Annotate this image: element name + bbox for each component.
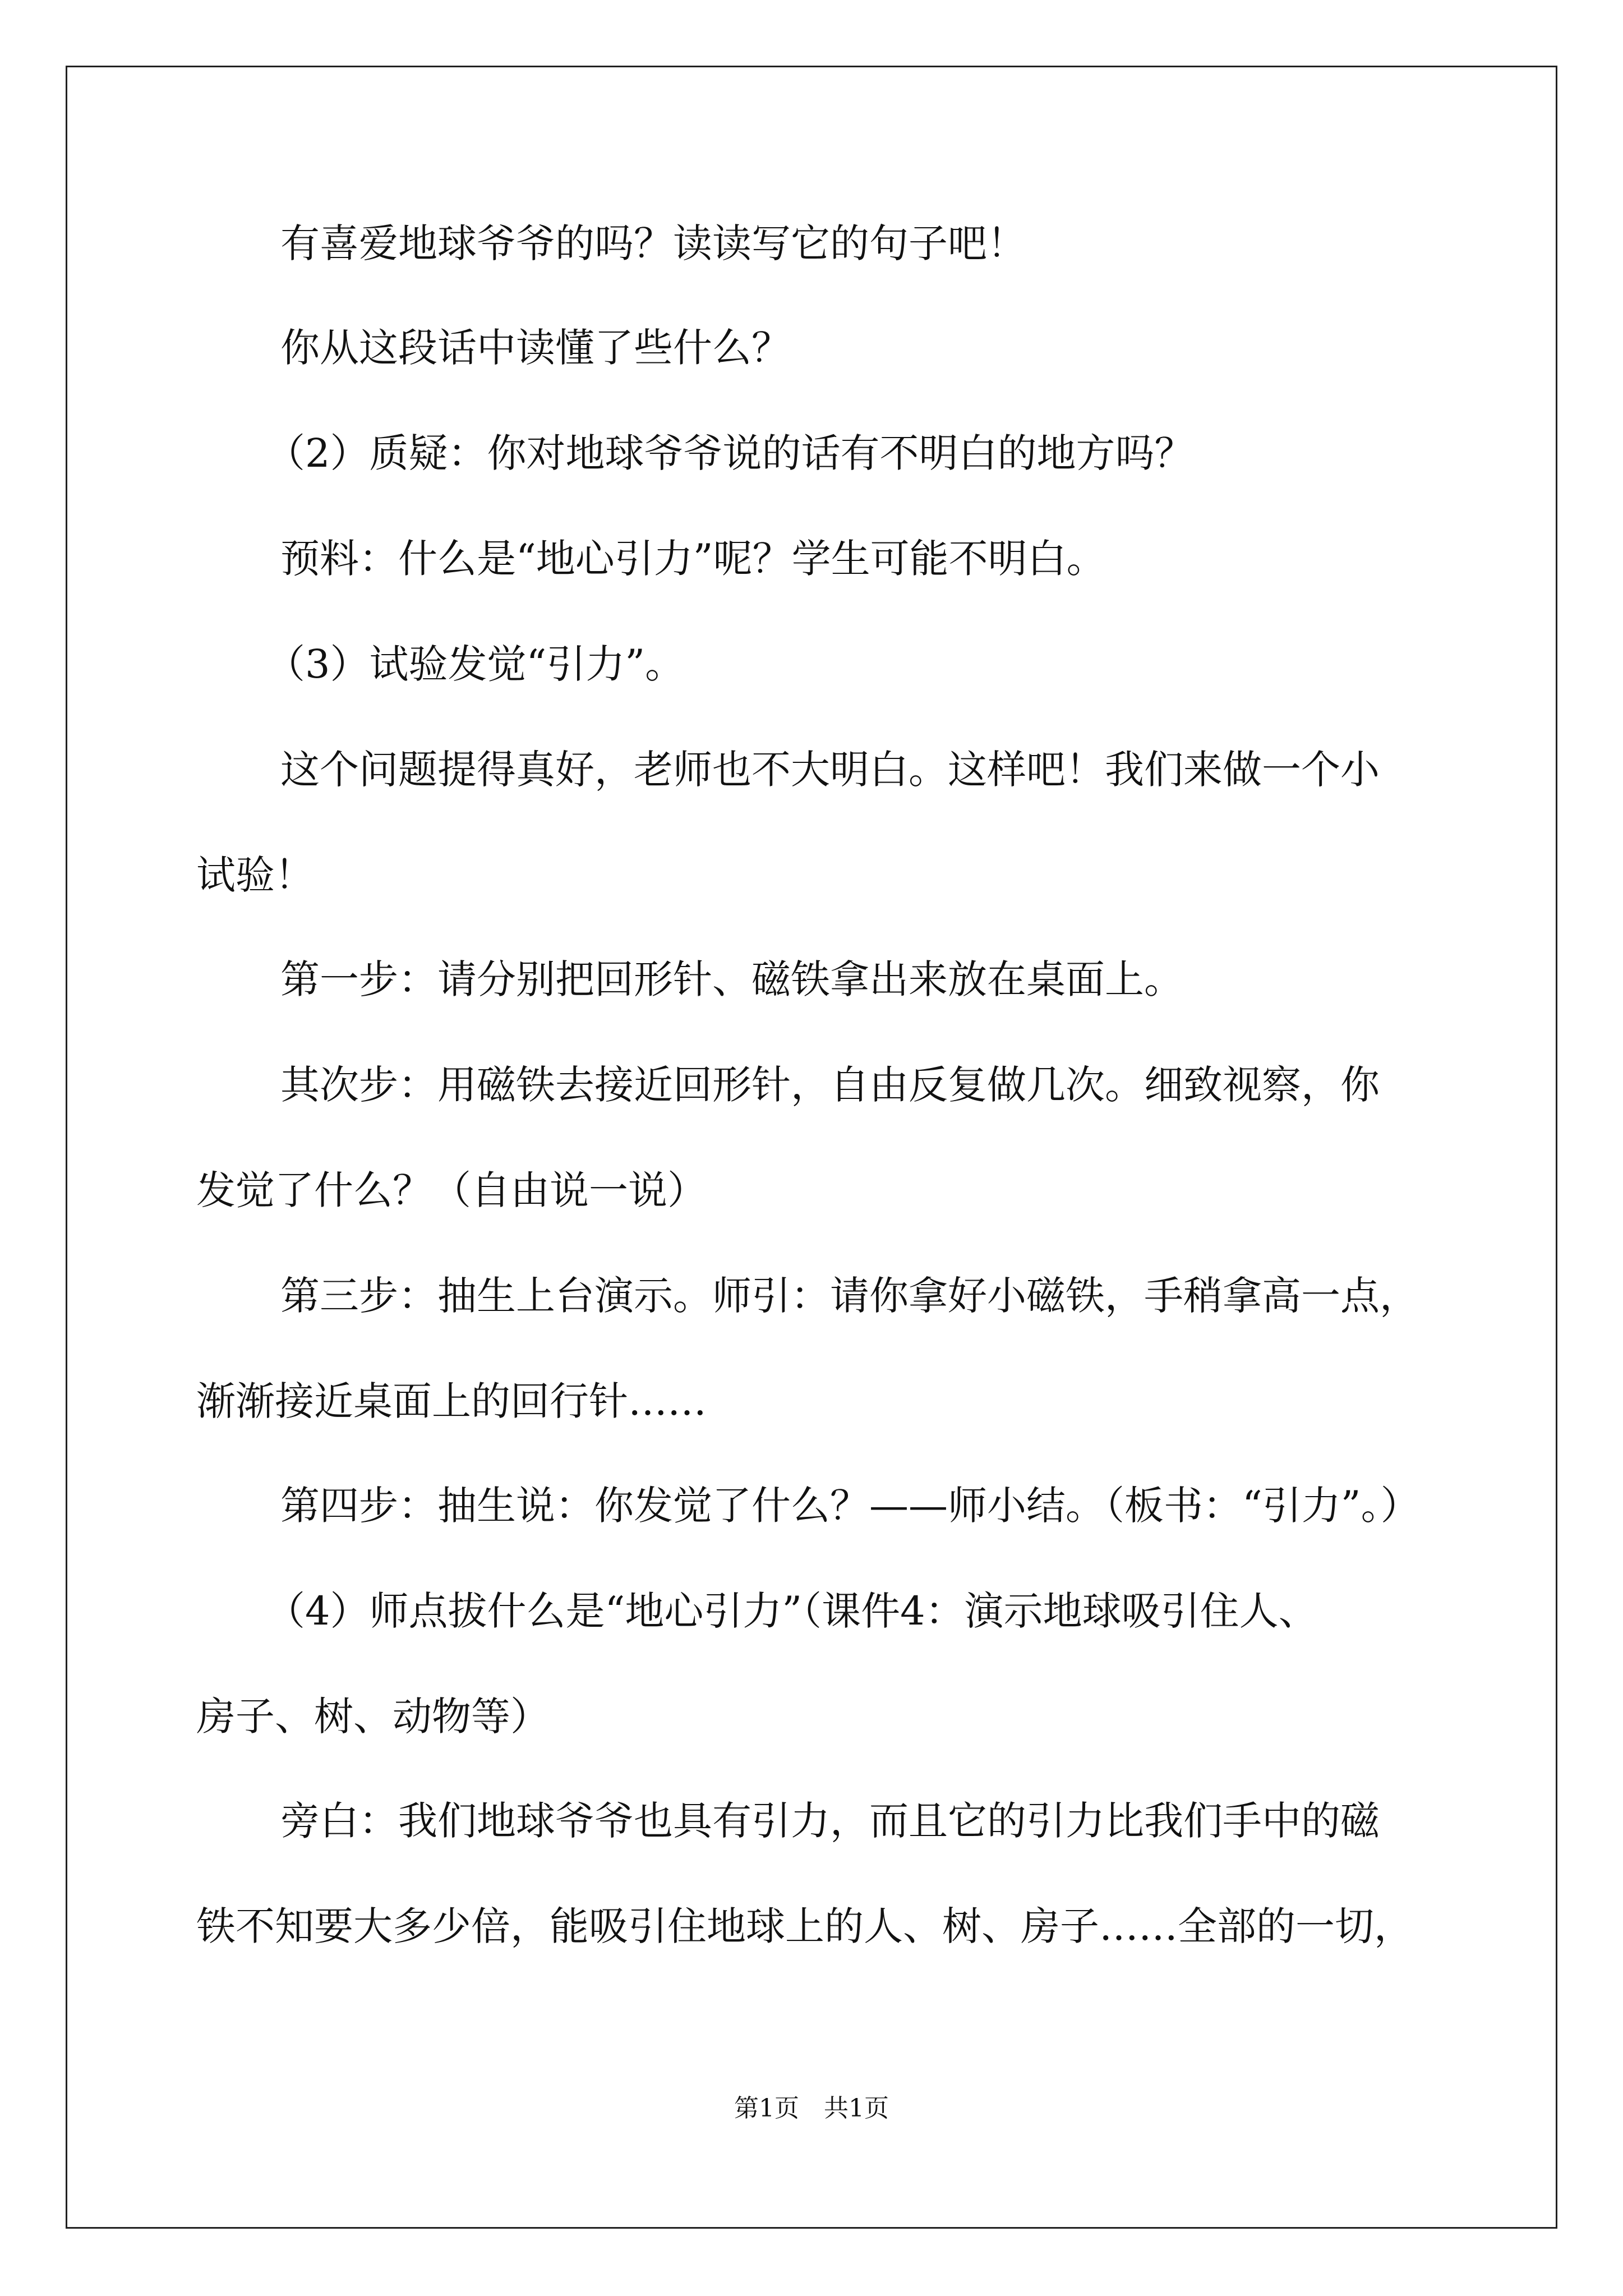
paragraph-line: （4）师点拔什么是“地心引力”（课件4：演示地球吸引住人、 — [266, 1588, 1318, 1634]
paragraph-line: 你从这段话中读懂了些什么？ — [280, 325, 791, 371]
paragraph-line: 渐渐接近桌面上的回行针…… — [196, 1378, 707, 1424]
paragraph-line: 试验！ — [196, 852, 314, 898]
paragraph-line: 第三步：抽生上台演示。师引：请你拿好小磁铁，手稍拿高一点， — [280, 1273, 1419, 1319]
page-footer: 第1页 共1页 — [734, 2094, 889, 2123]
paragraph-line: （3）试验发觉“引力”。 — [266, 641, 685, 687]
paragraph-line: 有喜爱地球爷爷的吗？读读写它的句子吧！ — [280, 220, 1026, 266]
paragraph-line: 其次步：用磁铁去接近回形针，自由反复做几次。细致视察，你 — [280, 1062, 1380, 1108]
paragraph-line: 房子、树、动物等） — [196, 1694, 550, 1740]
paragraph-line: （2）质疑：你对地球爷爷说的话有不明白的地方吗？ — [266, 430, 1194, 476]
paragraph-line: 第四步：抽生说：你发觉了什么？——师小结。（板书：“引力”。） — [280, 1483, 1420, 1529]
paragraph-line: 这个问题提得真好，老师也不大明白。这样吧！我们来做一个小 — [280, 747, 1380, 793]
paragraph-line: 预料：什么是“地心引力”呢？学生可能不明白。 — [280, 536, 1106, 582]
paragraph-line: 第一步：请分别把回形针、磁铁拿出来放在桌面上。 — [280, 956, 1183, 1002]
paragraph-line: 铁不知要大多少倍，能吸引住地球上的人、树、房子……全部的一切， — [196, 1903, 1413, 1949]
paragraph-line: 发觉了什么？（自由说一说） — [196, 1167, 707, 1213]
paragraph-line: 旁白：我们地球爷爷也具有引力，而且它的引力比我们手中的磁 — [280, 1798, 1380, 1844]
